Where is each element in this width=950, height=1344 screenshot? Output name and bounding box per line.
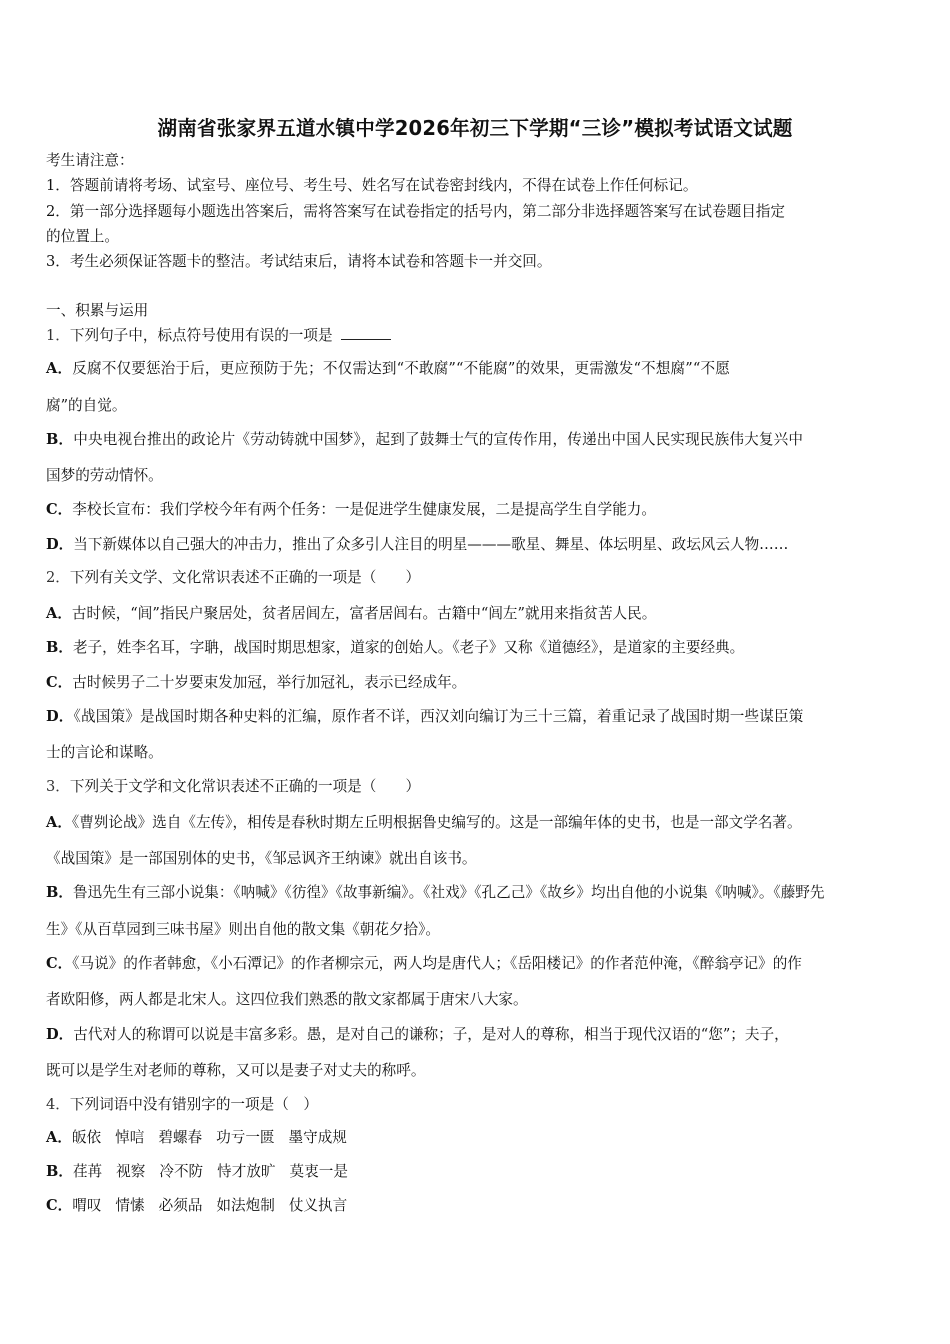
word: 冷不防 bbox=[159, 1163, 204, 1180]
section-heading: 一、积累与运用 bbox=[46, 302, 149, 319]
option-text: 《曹刿论战》选自《左传》，相传是春秋时期左丘明根据鲁史编写的。这是一部编年体的史书，也是一部文学名著。 bbox=[71, 814, 802, 831]
q3-option-c bbox=[46, 954, 802, 974]
option-label: A． bbox=[46, 360, 73, 377]
q4-option-a bbox=[46, 1128, 347, 1148]
q3-option-c-cont: 者欧阳修，两人都是北宋人。这四位我们熟悉的散文家都属于唐宋八大家。 bbox=[46, 991, 528, 1008]
option-text: 古时候，“闾”指民户聚居处，贫者居闾左，富者居闾右。古籍中“闾左”就用来指贫苦人民。 bbox=[71, 605, 657, 622]
q4-stem-text: 下列词语中没有错别字的一项是（ ） bbox=[69, 1096, 318, 1113]
word: 皈依 bbox=[71, 1129, 102, 1146]
word: 喟叹 bbox=[72, 1197, 102, 1214]
option-label: D． bbox=[46, 1026, 74, 1043]
word: 仗义执言 bbox=[288, 1197, 348, 1214]
option-label: D． bbox=[46, 708, 74, 725]
option-text: 老子，姓李名耳，字聃，战国时期思想家，道家的创始人。《老子》又称《道德经》，是道家的主要经典。 bbox=[72, 639, 745, 656]
q2-stem bbox=[46, 568, 420, 588]
option-label: C． bbox=[46, 1197, 73, 1214]
q2-number: 2． bbox=[46, 569, 70, 586]
q1-stem bbox=[46, 326, 391, 346]
option-text: 《战国策》是战国时期各种史料的汇编，原作者不详，西汉刘向编订为三十三篇，着重记录了战国时期一些谋臣策 bbox=[73, 708, 804, 725]
option-text: 古代对人的称谓可以说是丰富多彩。愚，是对自己的谦称；子，是对人的尊称，相当于现代汉语的“您”；夫子， bbox=[73, 1026, 789, 1043]
page-title: 湖南省张家界五道水镇中学2026年初三下学期“三诊”模拟考试语文试题 bbox=[157, 116, 793, 140]
option-label: B． bbox=[46, 1163, 73, 1180]
word: 悼唁 bbox=[115, 1129, 145, 1146]
q2-option-c bbox=[46, 673, 466, 693]
answer-blank bbox=[341, 326, 391, 340]
q4-option-b bbox=[46, 1162, 348, 1182]
q1-option-b bbox=[46, 430, 803, 450]
q3-stem-text: 下列关于文学和文化常识表述不正确的一项是（ ） bbox=[69, 778, 421, 795]
option-label: A． bbox=[46, 814, 72, 831]
option-text: 当下新媒体以自己强大的冲击力，推出了众多引人注目的明星———歌星、舞星、体坛明星、政坛风云人物…… bbox=[73, 536, 789, 553]
word: 莫衷一是 bbox=[289, 1163, 348, 1180]
q3-option-d-cont: 既可以是学生对老师的尊称，又可以是妻子对丈夫的称呼。 bbox=[46, 1062, 426, 1079]
word: 视察 bbox=[116, 1163, 146, 1180]
option-label: C． bbox=[46, 501, 73, 518]
option-text: 中央电视台推出的政论片《劳动铸就中国梦》，起到了鼓舞士气的宣传作用，传递出中国人民实现民族伟大复兴中 bbox=[73, 431, 804, 448]
q1-option-a-cont: 腐”的自觉。 bbox=[46, 397, 127, 414]
option-text: 《马说》的作者韩愈，《小石潭记》的作者柳宗元，两人均是唐代人；《岳阳楼记》的作者范仲淹，《醉翁亭记》的作 bbox=[72, 955, 802, 972]
option-label: A． bbox=[46, 605, 72, 622]
notice-item-3: 3．考生必须保证答题卡的整洁。考试结束后，请将本试卷和答题卡一并交回。 bbox=[46, 253, 552, 270]
q2-option-b bbox=[46, 638, 744, 658]
q3-option-a bbox=[46, 813, 802, 833]
notice-item-2-cont: 的位置上。 bbox=[46, 228, 119, 245]
word: 荏苒 bbox=[72, 1163, 103, 1180]
word: 恃才放旷 bbox=[217, 1163, 276, 1180]
q3-option-a-cont: 《战国策》是一部国别体的史书，《邹忌讽齐王纳谏》就出自该书。 bbox=[46, 850, 477, 867]
word: 功亏一匮 bbox=[216, 1129, 275, 1146]
option-label: A． bbox=[46, 1129, 72, 1146]
option-text: 古时候男子二十岁要束发加冠，举行加冠礼，表示已经成年。 bbox=[72, 674, 467, 691]
q2-option-d bbox=[46, 707, 803, 727]
q1-option-c bbox=[46, 500, 656, 520]
option-label: B． bbox=[46, 884, 73, 901]
q3-number: 3． bbox=[46, 778, 70, 795]
q3-option-b-cont: 生》《从百草园到三味书屋》则出自他的散文集《朝花夕拾》。 bbox=[46, 921, 441, 938]
option-label: D． bbox=[46, 536, 74, 553]
q1-stem-text: 下列句子中，标点符号使用有误的一项是 bbox=[69, 327, 333, 344]
notice-item-1: 1．答题前请将考场、试室号、座位号、考生号、姓名写在试卷密封线内，不得在试卷上作任何标记。 bbox=[46, 177, 698, 194]
option-label: C． bbox=[46, 674, 73, 691]
q2-option-d-cont: 士的言论和谋略。 bbox=[46, 744, 163, 761]
option-label: C． bbox=[46, 955, 73, 972]
q2-stem-text: 下列有关文学、文化常识表述不正确的一项是（ ） bbox=[69, 569, 421, 586]
word: 碧螺春 bbox=[158, 1129, 203, 1146]
q1-option-d bbox=[46, 535, 788, 555]
q3-option-d bbox=[46, 1025, 789, 1045]
notice-header: 考生请注意： bbox=[46, 152, 134, 169]
q1-option-a bbox=[46, 359, 730, 379]
q4-option-c bbox=[46, 1196, 347, 1216]
q4-number: 4． bbox=[46, 1096, 70, 1113]
option-label: B． bbox=[46, 639, 73, 656]
option-label: B． bbox=[46, 431, 74, 448]
q4-stem bbox=[46, 1095, 318, 1115]
word: 墨守成规 bbox=[288, 1129, 347, 1146]
option-text: 李校长宣布：我们学校今年有两个任务：一是促进学生健康发展，二是提高学生自学能力。 bbox=[72, 501, 656, 518]
q1-number: 1． bbox=[46, 327, 70, 344]
q3-stem bbox=[46, 777, 420, 797]
option-text: 鲁迅先生有三部小说集：《呐喊》《彷徨》《故事新编》。《社戏》《孔乙己》《故乡》均出自他的小说集《呐喊》。《藤野先 bbox=[72, 884, 825, 901]
word: 情愫 bbox=[115, 1197, 145, 1214]
word: 必须品 bbox=[158, 1197, 203, 1214]
notice-item-2: 2．第一部分选择题每小题选出答案后，需将答案写在试卷指定的括号内，第二部分非选择题答案写在试卷题目指定 bbox=[46, 203, 785, 220]
q1-option-b-cont: 国梦的劳动情怀。 bbox=[46, 467, 163, 484]
word: 如法炮制 bbox=[216, 1197, 275, 1214]
q3-option-b bbox=[46, 883, 825, 903]
option-text: 反腐不仅要惩治于后，更应预防于先；不仅需达到“不敢腐”“不能腐”的效果，更需激发“不想腐”“不愿 bbox=[72, 360, 730, 377]
q2-option-a bbox=[46, 604, 656, 624]
